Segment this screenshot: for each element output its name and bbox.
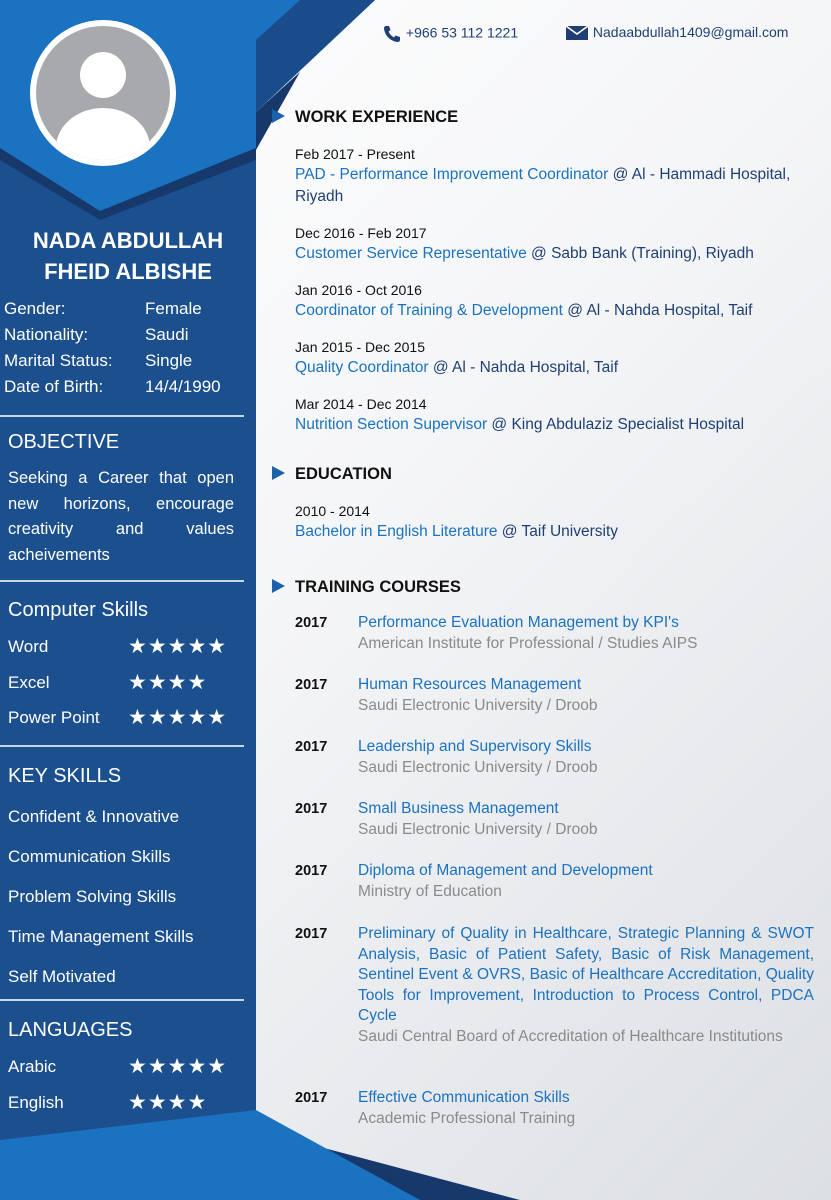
job-date: Jan 2015 - Dec 2015 (295, 339, 425, 355)
info-value: Female (145, 299, 202, 318)
star-rating: ★★★★★ (128, 635, 228, 658)
job-employer: @ Al - Hammadi Hospital, Riyadh (295, 166, 791, 205)
section-marker-icon (272, 109, 285, 123)
job-date: Dec 2016 - Feb 2017 (295, 225, 427, 241)
course-year: 2017 (295, 615, 328, 631)
work-experience-heading (272, 108, 458, 127)
job-entry (295, 164, 815, 208)
course-institution: Saudi Central Board of Accreditation of Healthcare Institutions (358, 1028, 783, 1045)
phone-icon (382, 24, 402, 44)
course-title: Diploma of Management and Development (358, 862, 653, 879)
university: @ Taif University (497, 523, 619, 540)
email-text: Nadaabdullah1409@gmail.com (592, 24, 789, 40)
course-year: 2017 (295, 926, 328, 942)
star-rating: ★★★★ (128, 671, 208, 694)
job-entry (295, 300, 815, 322)
key-skills-heading: KEY SKILLS (8, 765, 122, 787)
course-title: Human Resources Management (358, 676, 582, 693)
course-year: 2017 (295, 1090, 328, 1106)
languages-heading: LANGUAGES (8, 1019, 133, 1041)
language-label: English (8, 1093, 64, 1112)
job-entry (295, 357, 815, 379)
job-date: Jan 2016 - Oct 2016 (295, 282, 422, 298)
name-line-1: NADA ABDULLAH (32, 228, 224, 253)
key-skill-item: Communication Skills (8, 847, 171, 866)
course-title: Small Business Management (358, 800, 559, 817)
section-title: TRAINING COURSES (295, 578, 461, 596)
job-employer: @ King Abdulaziz Specialist Hospital (487, 416, 745, 433)
course-year: 2017 (295, 677, 328, 693)
info-label: Gender: (4, 299, 66, 318)
job-title: Customer Service Representative (295, 245, 527, 262)
education-entry (295, 521, 815, 543)
job-title: Coordinator of Training & Development (295, 302, 563, 319)
star-rating: ★★★★★ (128, 1055, 228, 1078)
key-skill-item: Confident & Innovative (8, 807, 180, 826)
divider (0, 580, 244, 582)
key-skill-item: Problem Solving Skills (8, 887, 177, 906)
course-institution: Saudi Electronic University / Droob (358, 759, 598, 776)
section-marker-icon (272, 579, 285, 593)
envelope-icon (565, 24, 589, 42)
star-rating: ★★★★★ (128, 706, 228, 729)
language-label: Arabic (8, 1057, 57, 1076)
course-title: Performance Evaluation Management by KPI's (358, 614, 679, 631)
section-marker-icon (272, 466, 285, 480)
job-date: Mar 2014 - Dec 2014 (295, 396, 427, 412)
job-entry (295, 243, 815, 265)
info-value: Saudi (145, 325, 189, 344)
section-title: EDUCATION (295, 465, 392, 483)
job-employer: @ Al - Nahda Hospital, Taif (428, 359, 619, 376)
skill-label: Excel (8, 673, 50, 692)
skill-label: Word (8, 637, 49, 656)
phone-text: +966 53 112 1221 (405, 24, 519, 41)
course-title: Leadership and Supervisory Skills (358, 738, 592, 755)
education-heading (272, 465, 392, 484)
user-silhouette-icon (36, 26, 170, 160)
objective-heading: OBJECTIVE (8, 431, 120, 453)
course-institution: Saudi Electronic University / Droob (358, 821, 598, 838)
star-rating: ★★★★ (128, 1091, 208, 1114)
divider (0, 415, 244, 417)
info-label: Nationality: (4, 325, 89, 344)
course-institution: Academic Professional Training (358, 1110, 576, 1127)
divider (0, 999, 244, 1001)
course-year: 2017 (295, 863, 328, 879)
degree-title: Bachelor in English Literature (295, 523, 498, 540)
job-entry (295, 414, 815, 436)
training-courses-heading (272, 578, 461, 597)
contact-phone (382, 24, 518, 44)
key-skill-item: Self Motivated (8, 967, 116, 986)
job-employer: @ Al - Nahda Hospital, Taif (562, 302, 753, 319)
info-label: Marital Status: (4, 351, 113, 370)
job-employer: @ Sabb Bank (Training), Riyadh (526, 245, 754, 262)
info-value: Single (145, 351, 193, 370)
key-skill-item: Time Management Skills (8, 927, 194, 946)
avatar (30, 20, 176, 166)
job-date: Feb 2017 - Present (295, 146, 415, 162)
course-year: 2017 (295, 801, 328, 817)
education-date: 2010 - 2014 (295, 503, 370, 519)
computer-skills-heading: Computer Skills (8, 599, 149, 621)
course-institution: American Institute for Professional / Studies AIPS (358, 635, 698, 652)
job-title: PAD - Performance Improvement Coordinator (295, 166, 609, 183)
course-title: Preliminary of Quality in Healthcare, Strategic Planning & SWOT Analysis, Basic of Patient Safety, Basic of Risk Management, Sentinel Event & OVRS, Basic of Healthcare Accreditation, Quality Tools for Improvement, Introduction to Process Control, PDCA Cycle (358, 925, 814, 1024)
contact-email (565, 24, 788, 42)
course-institution: Ministry of Education (358, 883, 502, 900)
skill-label: Power Point (8, 708, 100, 727)
info-label: Date of Birth: (4, 377, 104, 396)
section-title: WORK EXPERIENCE (295, 108, 459, 126)
job-title: Nutrition Section Supervisor (295, 416, 488, 433)
course-year: 2017 (295, 739, 328, 755)
objective-text: Seeking a Career that open new horizons, encourage creativity and values acheivements (8, 469, 234, 564)
name-line-2: FHEID ALBISHE (44, 259, 212, 284)
divider (0, 745, 244, 747)
course-institution: Saudi Electronic University / Droob (358, 697, 598, 714)
info-value: 14/4/1990 (145, 377, 221, 396)
course-title: Effective Communication Skills (358, 1089, 570, 1106)
job-title: Quality Coordinator (295, 359, 429, 376)
